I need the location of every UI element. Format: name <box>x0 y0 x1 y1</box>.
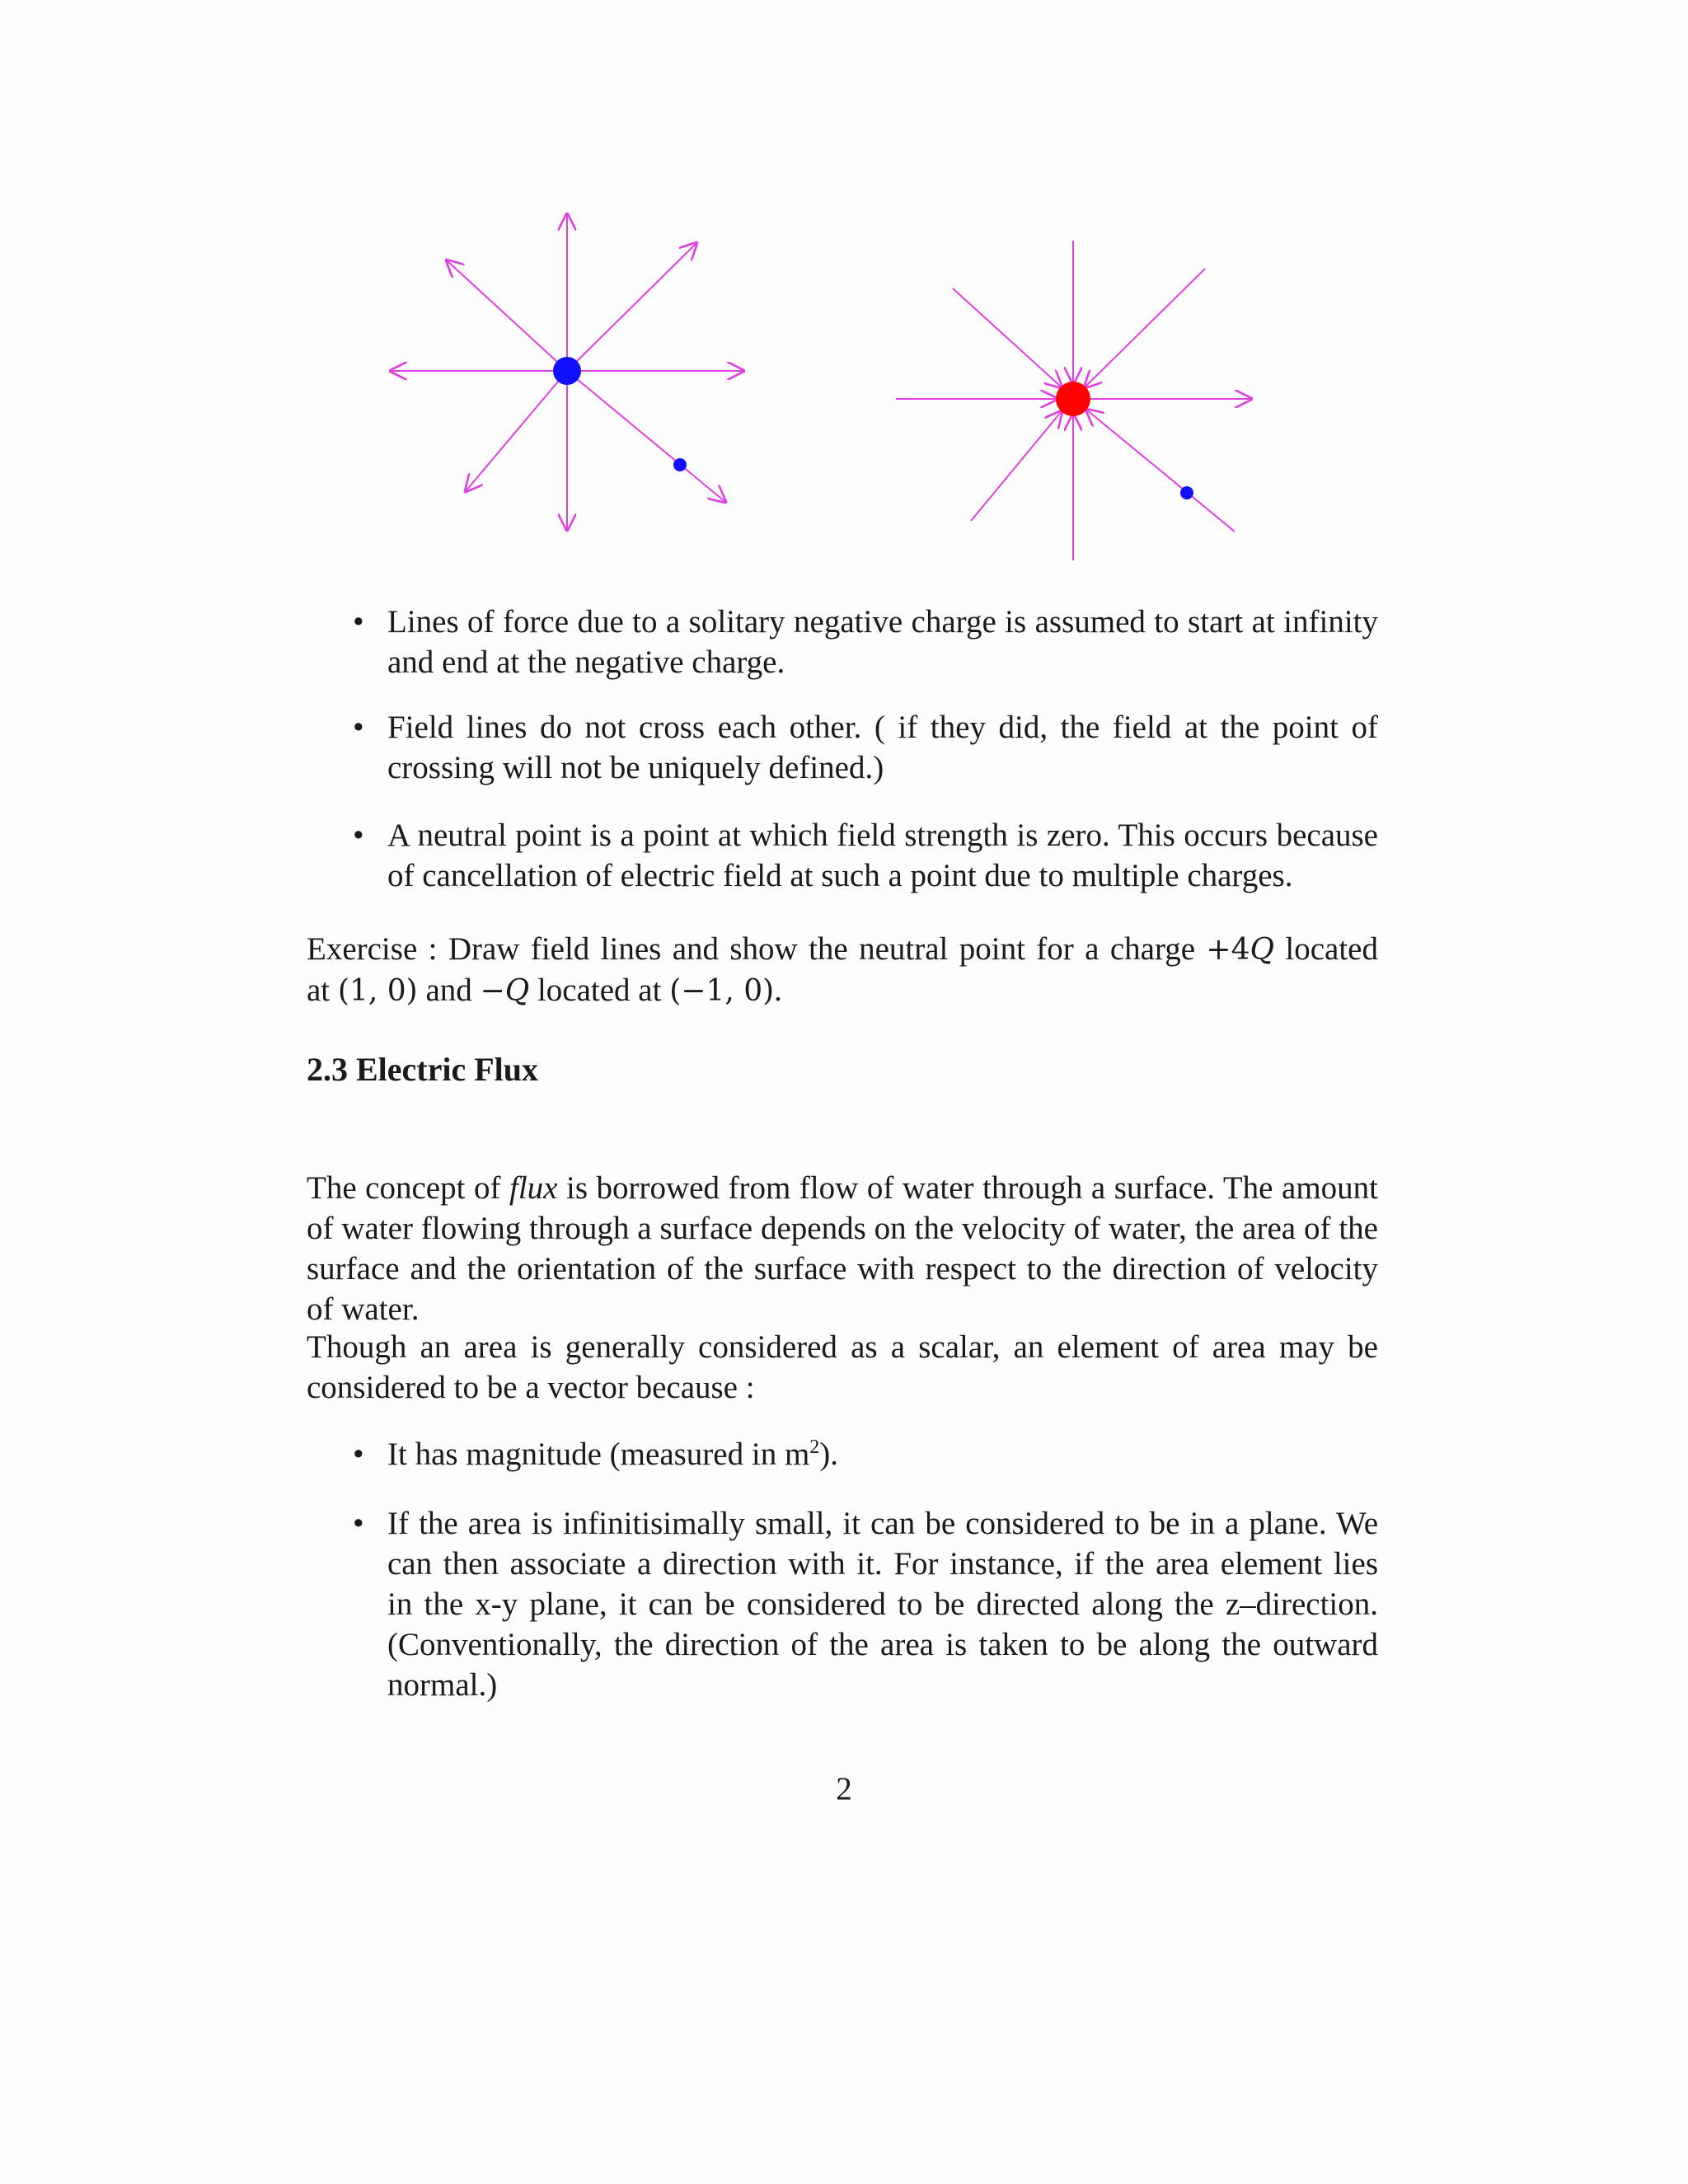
bullet-marker: • <box>353 818 364 853</box>
bullet-marker: • <box>353 604 364 640</box>
paragraph <box>307 1168 1378 1329</box>
bullet-item <box>354 815 1378 896</box>
paragraph <box>307 1327 1378 1408</box>
bullet-text: of cancellation of electric field at such a point due to multiple charges. <box>387 858 1293 893</box>
bullet-text: (Conventionally, the direction of the area is taken to be along the outward <box>387 1627 1378 1662</box>
math-position-1: (1, 0) <box>337 974 418 1008</box>
field-line <box>567 371 725 502</box>
positive-charge <box>1056 382 1090 416</box>
paragraph-line: considered to be a vector because : <box>307 1370 755 1405</box>
test-charge <box>673 458 687 471</box>
field-line <box>1085 269 1205 387</box>
bullet-text: normal.) <box>387 1667 498 1703</box>
bullet-marker: • <box>353 1506 364 1541</box>
field-line <box>1086 410 1235 532</box>
paragraph-line: of water flowing through a surface depends on the velocity of water, the area of the <box>307 1211 1378 1246</box>
bullet-item <box>354 707 1378 788</box>
paragraph-line: Though an area is generally considered as a scalar, an element of area may be <box>307 1329 1378 1365</box>
paragraph-line: surface and the orientation of the surface with respect to the direction of velocity <box>307 1251 1378 1286</box>
flux-term: flux <box>509 1170 558 1206</box>
field-line <box>567 243 696 371</box>
bullet-item <box>354 602 1378 682</box>
paragraph-line: The concept of flux is borrowed from flow of water through a surface. The amount <box>307 1170 1379 1206</box>
exercise-line-1: Exercise : Draw field lines and show the neutral point for a charge +4Q located <box>307 931 1378 967</box>
bullet-item <box>354 1503 1378 1705</box>
bullet-text: A neutral point is a point at which field strength is zero. This occurs because <box>387 818 1378 853</box>
field-line <box>466 371 567 491</box>
page-number: 2 <box>836 1771 852 1807</box>
field-lines-figure <box>0 0 1688 593</box>
math-charge-1: +4Q <box>1206 933 1275 967</box>
bullet-text: in the x-y plane, it can be considered to be directed along the z–direction. <box>387 1586 1378 1622</box>
exercise-line-2: at (1, 0) and −Q located at (−1, 0). <box>307 972 782 1008</box>
bullet-marker: • <box>353 1436 364 1472</box>
paragraph-line: of water. <box>307 1291 420 1327</box>
test-charge <box>1180 486 1193 499</box>
field-line <box>971 411 1062 521</box>
bullet-marker: • <box>353 710 364 745</box>
field-line <box>447 260 567 371</box>
superscript: 2 <box>809 1436 820 1458</box>
bullet-text: Lines of force due to a solitary negative charge is assumed to start at infinity <box>387 604 1378 640</box>
math-position-2: (−1, 0) <box>669 974 775 1008</box>
bullet-text: Field lines do not cross each other. ( if they did, the field at the point of <box>387 710 1378 745</box>
section-heading: 2.3 Electric Flux <box>307 1051 539 1088</box>
bullet-item <box>354 1434 1378 1474</box>
bullet-text: It has magnitude (measured in $m^2$). <box>387 1436 839 1472</box>
bullet-text: If the area is infinitisimally small, it can be considered to be in a plane. We <box>387 1506 1378 1541</box>
bullet-text: crossing will not be uniquely defined.) <box>387 750 884 785</box>
negative-charge <box>553 357 581 385</box>
math-charge-2: −Q <box>480 974 530 1008</box>
field-line <box>953 288 1062 387</box>
bullet-text: can then associate a direction with it. For instance, if the area element lies <box>387 1546 1378 1582</box>
exercise <box>307 929 1378 1011</box>
bullet-text: and end at the negative charge. <box>387 644 785 680</box>
